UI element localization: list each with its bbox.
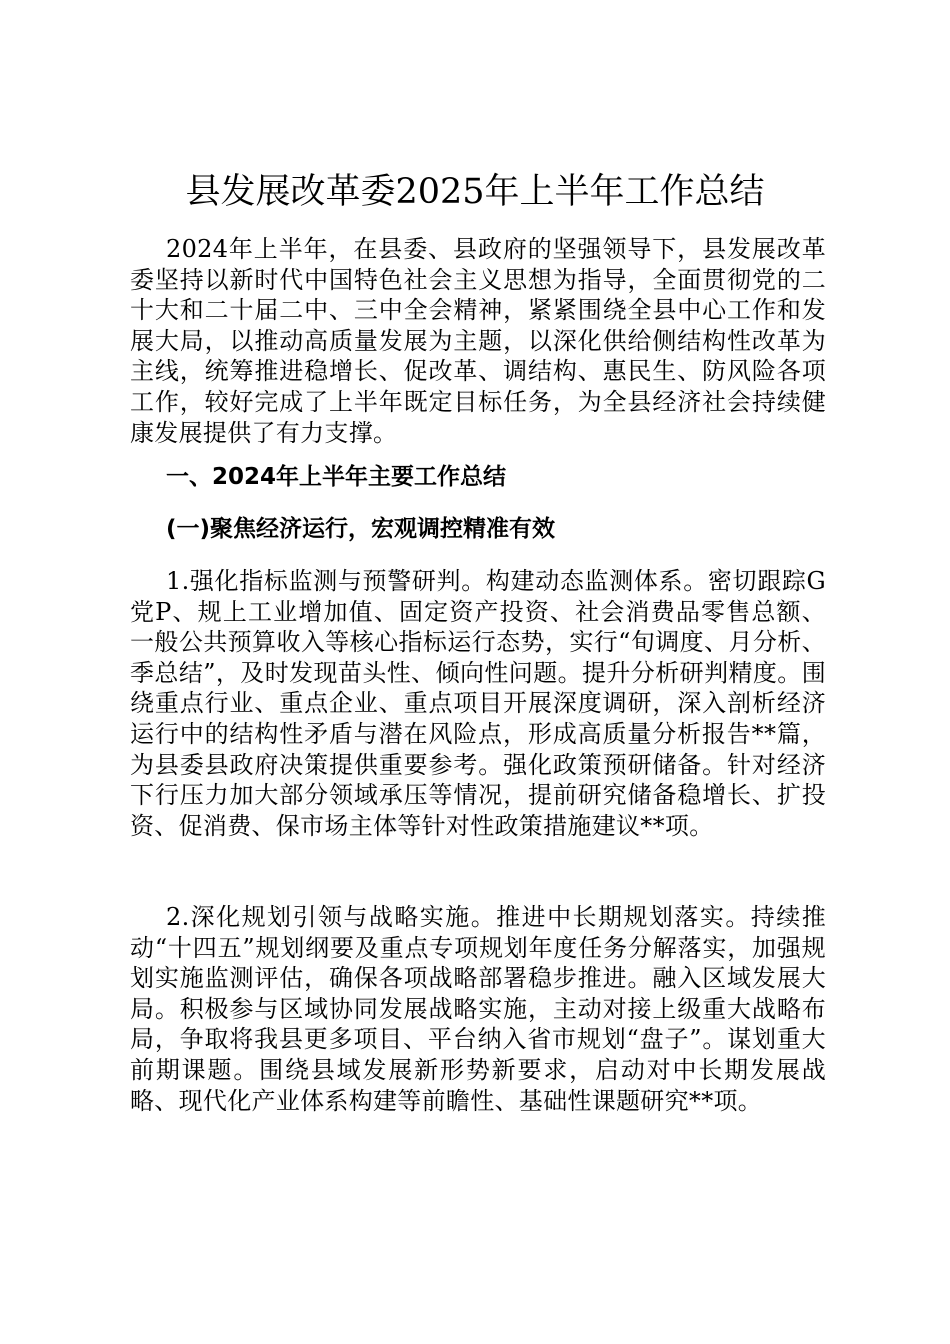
item-2-paragraph: 2.深化规划引领与战略实施。推进中长期规划落实。持续推动“十四五”规划纲要及重点专项规划年度任务分解落实，加强规划实施监测评估，确保各项战略部署稳步推进。融入区域发展大局。积极参与区域协同发展战略实施，主动对接上级重大战略布局，争取将我县更多项目、平台纳入省市规划“盘子”。谋划重大前期课题。围绕县域发展新形势新要求，启动对中长期发展战略、现代化产业体系构建等前瞻性、基础性课题研究**项。 <box>130 903 826 1115</box>
subsection-heading-1: (一)聚焦经济运行，宏观调控精准有效 <box>166 516 556 542</box>
intro-paragraph: 2024年上半年，在县委、县政府的坚强领导下，县发展改革委坚持以新时代中国特色社会主义思想为指导，全面贯彻党的二十大和二十届二中、三中全会精神，紧紧围绕全县中心工作和发展大局，以推动高质量发展为主题，以深化供给侧结构性改革为主线，统筹推进稳增长、促改革、调结构、惠民生、防风险各项工作，较好完成了上半年既定目标任务，为全县经济社会持续健康发展提供了有力支撑。 <box>130 235 826 447</box>
item-1-paragraph: 1.强化指标监测与预警研判。构建动态监测体系。密切跟踪G党P、规上工业增加值、固定资产投资、社会消费品零售总额、一般公共预算收入等核心指标运行态势，实行“旬调度、月分析、季总结”，及时发现苗头性、倾向性问题。提升分析研判精度。围绕重点行业、重点企业、重点项目开展深度调研，深入剖析经济运行中的结构性矛盾与潜在风险点，形成高质量分析报告**篇，为县委县政府决策提供重要参考。强化政策预研储备。针对经济下行压力加大部分领域承压等情况，提前研究储备稳增长、扩投资、促消费、保市场主体等针对性政策措施建议**项。 <box>130 567 826 840</box>
document-title: 县发展改革委2025年上半年工作总结 <box>185 172 765 212</box>
section-heading-1: 一、2024年上半年主要工作总结 <box>166 464 507 490</box>
